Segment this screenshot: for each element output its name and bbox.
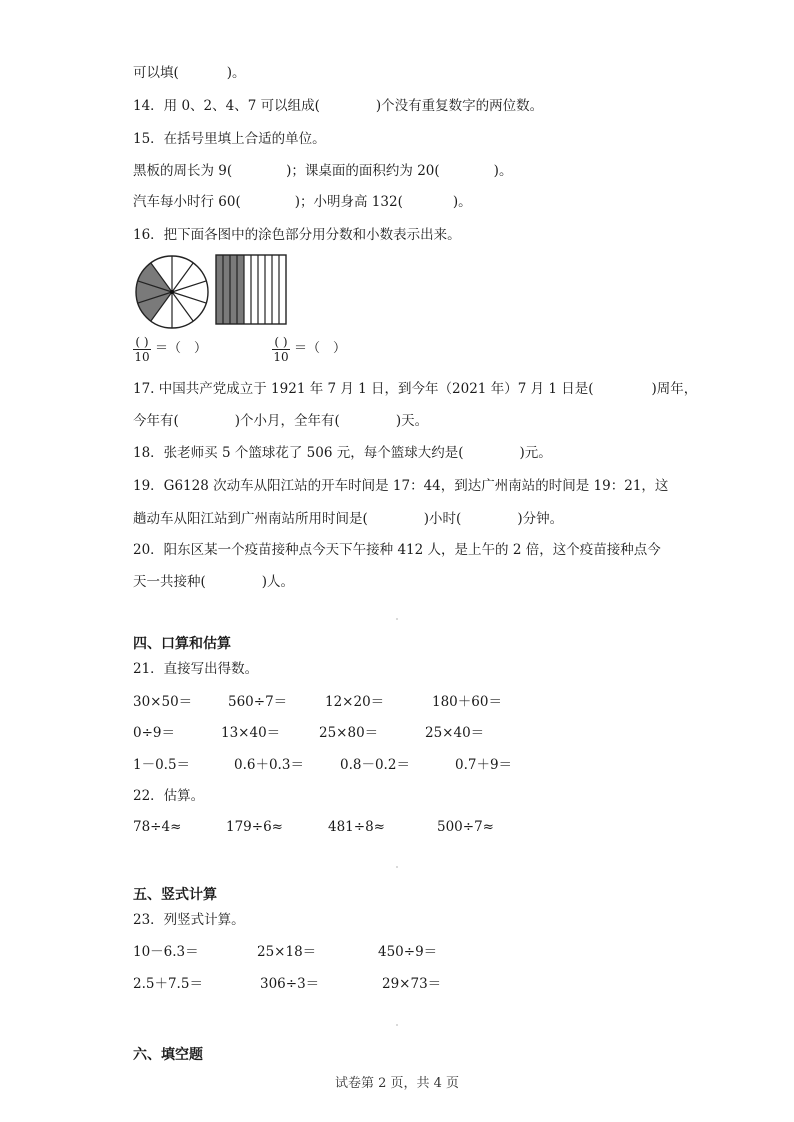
estimate-item: 500÷7≈ — [437, 819, 494, 835]
question-20-line2 — [133, 573, 294, 591]
q19-text: )小时( — [423, 511, 462, 527]
vertical-calc-item: 450÷9＝ — [378, 944, 438, 960]
calc-item: 0÷9＝ — [133, 725, 175, 741]
question-16-title: 16．把下面各图中的涂色部分用分数和小数表示出来。 — [133, 227, 461, 243]
question-22-title: 22．估算。 — [133, 788, 205, 804]
estimate-item: 179÷6≈ — [226, 819, 283, 835]
q13-text-end: )。 — [226, 65, 246, 81]
vertical-calc-item: 306÷3＝ — [260, 976, 320, 992]
section-6-heading: 六、填空题 — [133, 1047, 203, 1063]
rectangle-fraction-figure — [215, 254, 291, 326]
question-19-line1: 19．G6128 次动车从阳江站的开车时间是 17：44，到达广州南站的时间是 19：21，这 — [133, 478, 669, 494]
question-19-line2 — [133, 510, 563, 528]
fraction-answer-rectangle — [272, 335, 347, 364]
calc-item: 560÷7＝ — [228, 694, 288, 710]
q14-text-end: )个没有重复数字的两位数。 — [375, 98, 544, 114]
question-17-line2 — [133, 412, 428, 430]
vertical-calc-item: 10－6.3＝ — [133, 944, 199, 960]
estimate-item: 481÷8≈ — [328, 819, 385, 835]
q13-text: 可以填( — [133, 65, 179, 81]
calc-item: 25×80＝ — [319, 725, 379, 741]
fraction-numerator-blank[interactable]: ( ) — [274, 335, 288, 349]
vertical-calc-item: 25×18＝ — [257, 944, 317, 960]
q17-text: 17. 中国共产党成立于 1921 年 7 月 1 日，到今年（2021 年）7 月 1 日是( — [133, 381, 594, 397]
question-21-title: 21．直接写出得数。 — [133, 661, 259, 677]
q19-text: 趟动车从阳江站到广州南站所用时间是( — [133, 511, 368, 527]
question-15-line1 — [133, 162, 512, 180]
q15-text: 汽车每小时行 60( — [133, 194, 241, 210]
calc-item: 0.8－0.2＝ — [340, 757, 410, 773]
separator-dot — [396, 1024, 398, 1026]
q17-text: )个小月，全年有( — [234, 413, 340, 429]
q17-text: 今年有( — [133, 413, 179, 429]
calc-item: 1－0.5＝ — [133, 757, 191, 773]
q15-text: )；课桌面的面积约为 20( — [286, 163, 440, 179]
vertical-calc-item: 29×73＝ — [382, 976, 442, 992]
section-5-heading: 五、竖式计算 — [133, 887, 217, 903]
circle-fraction-figure — [130, 250, 214, 334]
fraction-numerator-blank[interactable]: ( ) — [135, 335, 149, 349]
fraction-denominator: 10 — [134, 350, 150, 364]
q17-text: )周年， — [651, 381, 698, 397]
calc-item: 0.6＋0.3＝ — [234, 757, 304, 773]
separator-dot — [396, 618, 398, 620]
q15-text: 黑板的周长为 9( — [133, 163, 233, 179]
page-footer: 试卷第 2 页，共 4 页 — [334, 1076, 460, 1091]
q13-tail — [133, 64, 246, 82]
question-23-title: 23．列竖式计算。 — [133, 912, 245, 928]
calc-item: 13×40＝ — [221, 725, 281, 741]
calc-item: 25×40＝ — [425, 725, 485, 741]
q20-text: )人。 — [261, 574, 295, 590]
question-14 — [133, 97, 543, 115]
estimate-item: 78÷4≈ — [133, 819, 182, 835]
q18-text: )元。 — [519, 445, 552, 461]
calc-item: 0.7＋9＝ — [455, 757, 513, 773]
q18-text: 18．张老师买 5 个篮球花了 506 元，每个篮球大约是( — [133, 445, 464, 461]
question-18 — [133, 444, 552, 462]
decimal-answer-blank[interactable]: ＝（ ） — [294, 341, 347, 356]
q15-text: )。 — [452, 194, 472, 210]
question-20-line1: 20．阳东区某一个疫苗接种点今天下午接种 412 人，是上午的 2 倍，这个疫苗接种点今 — [133, 542, 661, 558]
q17-text: )天。 — [395, 413, 429, 429]
q15-text: )；小明身高 132( — [294, 194, 403, 210]
calc-item: 12×20＝ — [325, 694, 385, 710]
calc-item: 180＋60＝ — [432, 694, 502, 710]
fraction-denominator: 10 — [273, 350, 289, 364]
decimal-answer-blank[interactable]: ＝（ ） — [155, 341, 208, 356]
question-15-title: 15．在括号里填上合适的单位。 — [133, 131, 326, 147]
q19-text: )分钟。 — [517, 511, 564, 527]
q15-text: )。 — [493, 163, 513, 179]
calc-item: 30×50＝ — [133, 694, 193, 710]
fraction-answer-circle — [133, 335, 208, 364]
question-17-line1 — [133, 380, 697, 398]
section-4-heading: 四、口算和估算 — [133, 636, 231, 652]
q20-text: 天一共接种( — [133, 574, 206, 590]
separator-dot — [396, 866, 398, 868]
vertical-calc-item: 2.5＋7.5＝ — [133, 976, 203, 992]
question-15-line2 — [133, 193, 472, 211]
q14-text: 14．用 0、2、4、7 可以组成( — [133, 98, 320, 114]
